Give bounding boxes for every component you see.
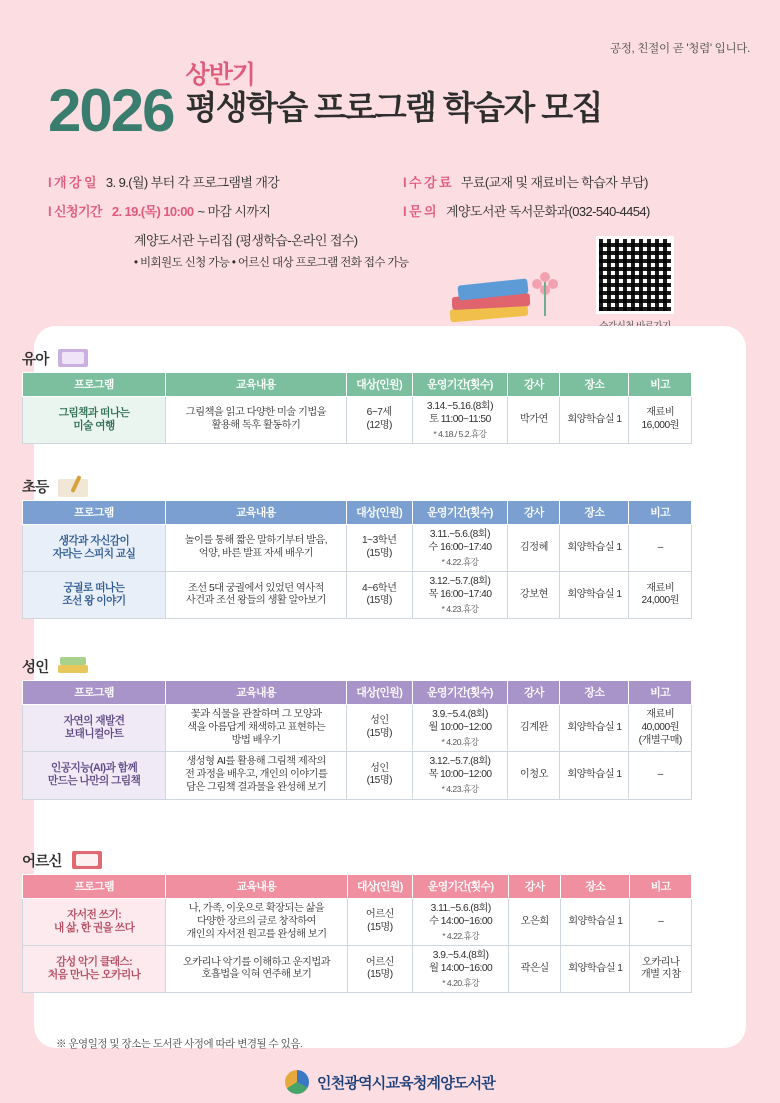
- cell-target: 1~3학년 (15명): [346, 525, 412, 572]
- table-row: [23, 899, 692, 946]
- col-target: 대상(인원): [346, 373, 412, 397]
- cell-teacher: 이청오: [508, 752, 560, 799]
- col-note: 비고: [629, 681, 692, 705]
- col-program: 프로그램: [23, 373, 166, 397]
- flower-icon: [532, 272, 558, 318]
- cell-place: 회양학습실 1: [560, 572, 629, 619]
- title-block: [48, 61, 748, 144]
- cell-place: 회양학습실 1: [561, 899, 630, 946]
- cell-target: 어르신 (15명): [347, 946, 413, 993]
- apply-period-date: 2. 19.(목) 10:00: [111, 204, 194, 219]
- col-content: 교육내용: [166, 373, 347, 397]
- cell-period: 3.11.~5.6.(8회) 수 16:00~17:40 * 4.22.휴강: [412, 525, 508, 572]
- integrity-tagline: 공정, 친절이 곧 '청렴' 입니다.: [609, 43, 750, 55]
- cell-target: 성인 (15명): [347, 752, 412, 799]
- table-header-row: [23, 681, 692, 705]
- table-elementary: [22, 500, 692, 619]
- cell-content: 꽃과 식물을 관찰하며 그 모양과 색을 아름답게 채색하고 표현하는 방법 배우기: [166, 705, 347, 752]
- website-line: 계양도서관 누리집 (평생학습-온라인 접수): [134, 233, 358, 248]
- apply-period-rest: ~ 마감 시까지: [197, 204, 271, 219]
- col-period: 운영기간(횟수): [413, 875, 509, 899]
- cell-note: –: [629, 752, 692, 799]
- table-header-row: [23, 875, 692, 899]
- title-line1: 상반기: [185, 61, 255, 89]
- cell-place: 회양학습실 1: [560, 705, 629, 752]
- title-line2: 평생학습 프로그램 학습자 모집: [185, 89, 602, 127]
- pencil-book-icon: [58, 475, 92, 497]
- qr-code-icon[interactable]: [596, 236, 674, 314]
- col-teacher: 강사: [509, 875, 561, 899]
- contact-label: l 문 의: [403, 204, 436, 219]
- cell-program: 그림책과 떠나는 미술 여행: [23, 397, 166, 444]
- cell-program: 자서전 쓰기: 내 삶, 한 권을 쓰다: [23, 899, 166, 946]
- cell-period: 3.12.~5.7.(8회) 목 16:00~17:40 * 4.23.휴강: [412, 572, 508, 619]
- table-header-row: [23, 373, 692, 397]
- cell-note: 재료비 16,000원: [629, 397, 692, 444]
- col-teacher: 강사: [508, 501, 560, 525]
- cell-program: 자연의 재발견 보태니컬아트: [23, 705, 166, 752]
- col-target: 대상(인원): [347, 875, 413, 899]
- extra-bullets: • 비회원도 신청 가능 • 어르신 대상 프로그램 전화 접수 가능: [134, 257, 409, 269]
- cell-content: 생성형 AI를 활용해 그림책 제작의 전 과정을 배우고, 개인의 이야기를 담은 그림책 결과물을 완성해 보기: [166, 752, 347, 799]
- cell-place: 회양학습실 1: [560, 525, 629, 572]
- cell-teacher: 김계완: [508, 705, 560, 752]
- cell-note: 오카리나 개별 지참: [630, 946, 692, 993]
- section-title-senior: 어르신: [22, 853, 62, 870]
- cell-target: 성인 (15명): [347, 705, 412, 752]
- table-adult: [22, 680, 692, 800]
- cell-teacher: 박가연: [508, 397, 560, 444]
- cell-content: 놀이를 통해 짧은 말하기부터 발음, 억양, 바른 발표 자세 배우기: [165, 525, 346, 572]
- cell-note: 재료비 40,000원 (개별구매): [629, 705, 692, 752]
- fee-label: l 수 강 료: [403, 175, 451, 190]
- table-row: [23, 752, 692, 799]
- footnote: ※ 운영일정 및 장소는 도서관 사정에 따라 변경될 수 있음.: [56, 1038, 303, 1050]
- cell-program: 감성 악기 클래스: 처음 만나는 오카리나: [23, 946, 166, 993]
- cell-target: 6~7세 (12명): [346, 397, 412, 444]
- cell-content: 조선 5대 궁궐에서 있었던 역사적 사건과 조선 왕들의 생활 알아보기: [165, 572, 346, 619]
- table-senior: [22, 874, 692, 993]
- cell-note: –: [630, 899, 692, 946]
- section-adult: [22, 652, 692, 800]
- fee-value: 무료(교재 및 재료비는 학습자 부담): [460, 175, 648, 190]
- cell-teacher: 김정혜: [508, 525, 560, 572]
- col-content: 교육내용: [166, 875, 347, 899]
- table-row: [23, 705, 692, 752]
- open-date-label: l 개 강 일: [48, 175, 96, 190]
- contact-value: 계양도서관 독서문화과(032-540-4454): [445, 204, 650, 219]
- col-period: 운영기간(횟수): [412, 501, 508, 525]
- section-title-infant: 유아: [22, 351, 49, 368]
- table-infant: [22, 372, 692, 444]
- cell-content: 오카리나 악기를 이해하고 운지법과 호흡법을 익혀 연주해 보기: [166, 946, 347, 993]
- col-target: 대상(인원): [347, 681, 412, 705]
- col-note: 비고: [630, 875, 692, 899]
- col-place: 장소: [560, 501, 629, 525]
- cell-program: 인공지능(AI)과 함께 만드는 나만의 그림책: [23, 752, 166, 799]
- logo-text: 인천광역시교육청계양도서관: [317, 1074, 495, 1092]
- col-program: 프로그램: [23, 681, 166, 705]
- stacked-books-icon: [58, 655, 92, 677]
- cell-place: 회양학습실 1: [560, 397, 629, 444]
- open-date-value: 3. 9.(월) 부터 각 프로그램별 개강: [105, 175, 280, 190]
- col-teacher: 강사: [508, 373, 560, 397]
- cell-place: 회양학습실 1: [561, 946, 630, 993]
- table-header-row: [23, 501, 692, 525]
- books-illustration: [440, 276, 560, 326]
- cell-teacher: 곽은실: [509, 946, 561, 993]
- section-elementary: [22, 472, 692, 619]
- col-content: 교육내용: [165, 501, 346, 525]
- year-text: 2026: [48, 76, 174, 144]
- section-infant: [22, 344, 692, 444]
- cell-content: 나, 가족, 이웃으로 확장되는 삶을 다양한 장르의 글로 창작하여 개인의 자서전 원고를 완성해 보기: [166, 899, 347, 946]
- table-row: [23, 525, 692, 572]
- col-program: 프로그램: [23, 501, 166, 525]
- cell-program: 생각과 자신감이 자라는 스피치 교실: [23, 525, 166, 572]
- col-place: 장소: [560, 373, 629, 397]
- cell-teacher: 오은희: [509, 899, 561, 946]
- col-program: 프로그램: [23, 875, 166, 899]
- col-place: 장소: [561, 875, 630, 899]
- cell-note: 재료비 24,000원: [629, 572, 692, 619]
- cell-note: –: [629, 525, 692, 572]
- cell-place: 회양학습실 1: [560, 752, 629, 799]
- cell-period: 3.9.~5.4.(8회) 월 14:00~16:00 * 4.20.휴강: [413, 946, 509, 993]
- library-logo: [0, 1070, 780, 1099]
- cell-period: 3.9.~5.4.(8회) 월 10:00~12:00 * 4.20.휴강: [412, 705, 508, 752]
- open-book-red-icon: [72, 849, 106, 871]
- cell-period: 3.11.~5.6.(8회) 수 14:00~16:00 * 4.22.휴강: [413, 899, 509, 946]
- cell-target: 4~6학년 (15명): [346, 572, 412, 619]
- cell-program: 궁궐로 떠나는 조선 왕 이야기: [23, 572, 166, 619]
- col-note: 비고: [629, 373, 692, 397]
- col-teacher: 강사: [508, 681, 560, 705]
- col-period: 운영기간(횟수): [412, 681, 508, 705]
- col-note: 비고: [629, 501, 692, 525]
- apply-period-label: l 신청기간: [48, 204, 102, 219]
- col-content: 교육내용: [166, 681, 347, 705]
- qr-block[interactable]: [596, 236, 674, 332]
- info-block: [48, 172, 738, 230]
- col-target: 대상(인원): [346, 501, 412, 525]
- table-row: [23, 572, 692, 619]
- cell-period: 3.12.~5.7.(8회) 목 10:00~12:00 * 4.23.휴강: [412, 752, 508, 799]
- col-place: 장소: [560, 681, 629, 705]
- open-book-icon: [58, 347, 92, 369]
- section-title-adult: 성인: [22, 659, 49, 676]
- col-period: 운영기간(횟수): [412, 373, 508, 397]
- cell-period: 3.14.~5.16.(8회) 토 11:00~11:50 * 4.18./ 5.2.휴강: [412, 397, 508, 444]
- cell-target: 어르신 (15명): [347, 899, 413, 946]
- table-row: [23, 397, 692, 444]
- incheon-education-logo-icon: [285, 1070, 309, 1094]
- cell-content: 그림책을 읽고 다양한 미술 기법을 활용해 독후 활동하기: [166, 397, 347, 444]
- section-senior: [22, 846, 692, 993]
- table-row: [23, 946, 692, 993]
- section-title-elementary: 초등: [22, 479, 49, 496]
- cell-teacher: 강보현: [508, 572, 560, 619]
